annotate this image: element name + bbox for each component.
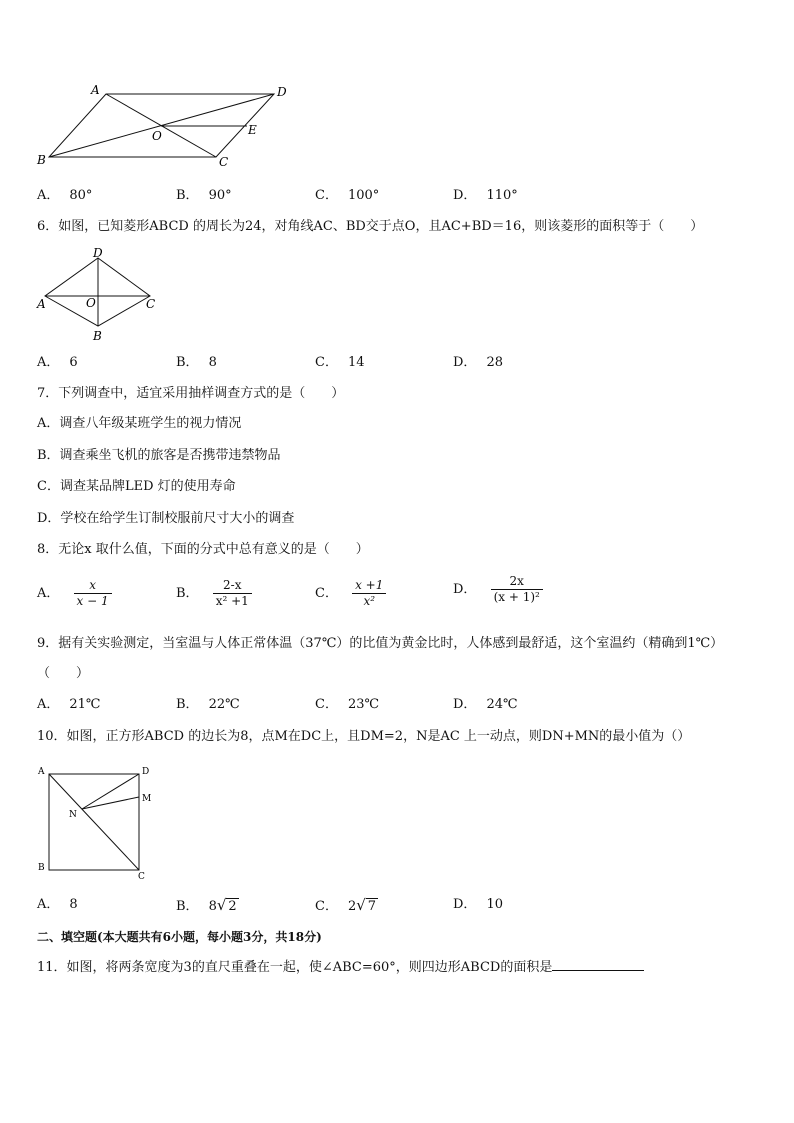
q7-option-c: C．调查某品牌LED 灯的使用寿命 xyxy=(37,479,236,494)
fraction: $\frac{2-x}{\text{x² +1}}$ xyxy=(213,578,252,609)
label-E: E xyxy=(248,123,257,137)
q5-option-d: D． 110° xyxy=(453,188,518,203)
label-A: A xyxy=(37,297,46,311)
label-D: D xyxy=(93,246,103,260)
sqrt-sign: √ xyxy=(356,896,366,914)
q9-stem: 9．据有关实验测定，当室温与人体正常体温（37℃）的比值为黄金比时，人体感到最舒适，这个室温约（精确到1℃） xyxy=(37,636,724,651)
q6-rhombus-figure xyxy=(36,246,166,344)
label-O: O xyxy=(152,129,162,143)
q9-option-c: C． 23℃ xyxy=(315,697,380,712)
q9-option-a: A． 21℃ xyxy=(37,697,101,712)
q8-option-d: D． $\frac{2x}{\text{(x + 1)²}}$ xyxy=(453,574,543,605)
q8-option-a: A． $\frac{x}{x - 1}$ xyxy=(37,578,112,609)
label-M: M xyxy=(142,794,152,804)
label-A: A xyxy=(91,83,100,97)
q7-option-d: D．学校在给学生订制校服前尺寸大小的调查 xyxy=(37,511,295,526)
q8-option-c: C． $\frac{x +1}{\text{x²}}$ xyxy=(315,578,386,609)
q10-option-b: B． 8√ 2 xyxy=(176,896,237,914)
q10-square-figure xyxy=(34,762,164,880)
q10-stem: 10．如图，正方形ABCD 的边长为8，点M在DC上，且DM=2，N是AC 上一动点，则DN+MN的最小值为（） xyxy=(37,729,691,744)
q6-option-b: B． 8 xyxy=(176,355,217,370)
q6-option-c: C． 14 xyxy=(315,355,365,370)
sqrt-sign: √ xyxy=(216,896,227,914)
label-A: A xyxy=(38,767,45,777)
q10-option-c: C． 2√ 7 xyxy=(315,896,377,914)
q11-stem: 11．如图，将两条宽度为3的直尺重叠在一起，使∠ABC=60°，则四边形ABCD的面积是 xyxy=(37,958,644,976)
q6-option-a: A． 6 xyxy=(37,355,78,370)
q7-option-a: A．调查八年级某班学生的视力情况 xyxy=(37,416,242,431)
q8-option-b: B． $\frac{2-x}{\text{x² +1}}$ xyxy=(176,578,252,609)
q5-option-a: A． 80° xyxy=(37,188,93,203)
q6-option-d: D． 28 xyxy=(453,355,503,370)
label-D: D xyxy=(142,767,150,777)
q6-stem: 6．如图，已知菱形ABCD 的周长为24，对角线AC、BD交于点O，且AC+BD＝16，则该菱形的面积等于（ ） xyxy=(37,219,704,234)
fraction: $\frac{2x}{\text{(x + 1)²}}$ xyxy=(491,574,543,605)
q9-option-d: D． 24℃ xyxy=(453,697,518,712)
label-C: C xyxy=(146,297,156,311)
q9-option-b: B． 22℃ xyxy=(176,697,240,712)
fraction: $\frac{x}{x - 1}$ xyxy=(74,578,112,609)
q10-option-a: A． 8 xyxy=(37,897,78,912)
label-C: C xyxy=(138,872,145,880)
section-title: 二、填空题(本大题共有6小题，每小题3分，共18分) xyxy=(37,930,322,944)
label-D: D xyxy=(277,85,287,99)
q9-paren: （ ） xyxy=(37,666,90,681)
label-C: C xyxy=(219,155,229,169)
label-O: O xyxy=(86,296,96,310)
q10-option-d: D． 10 xyxy=(453,897,503,912)
label-N: N xyxy=(69,810,77,820)
q8-stem: 8．无论x 取什么值，下面的分式中总有意义的是（ ） xyxy=(37,542,369,557)
label-B: B xyxy=(37,153,46,167)
label-B: B xyxy=(38,863,45,873)
q7-stem: 7．下列调查中，适宜采用抽样调查方式的是（ ） xyxy=(37,386,345,401)
q5-option-c: C． 100° xyxy=(315,188,380,203)
q5-parallelogram-figure xyxy=(36,82,296,170)
label-B: B xyxy=(93,329,102,343)
q5-option-b: B． 90° xyxy=(176,188,232,203)
q7-option-b: B．调查乘坐飞机的旅客是否携带违禁物品 xyxy=(37,448,281,463)
answer-blank[interactable] xyxy=(552,958,644,971)
fraction: $\frac{x +1}{\text{x²}}$ xyxy=(352,578,386,609)
